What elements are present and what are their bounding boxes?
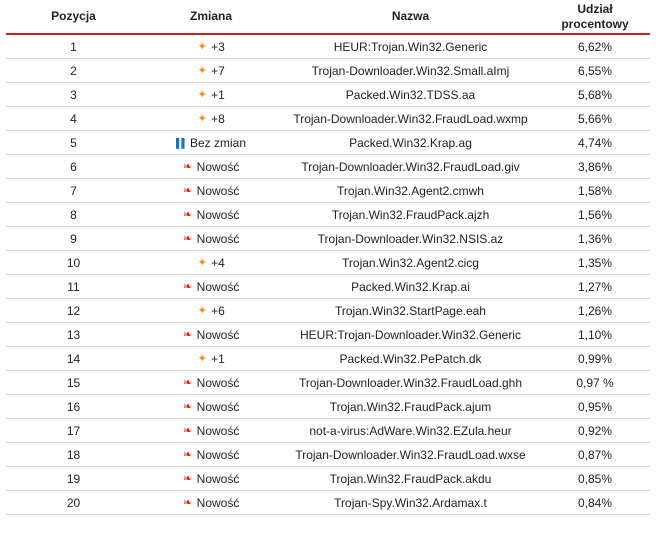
row-position: 17: [6, 419, 141, 443]
change-icon: ❧: [183, 185, 193, 197]
change-icon: ✦: [197, 89, 207, 101]
row-change: [141, 419, 281, 443]
row-share-percent: 0,84%: [540, 491, 650, 515]
table-row: [6, 395, 650, 419]
header-share-line1: Udział: [577, 1, 613, 16]
row-malware-name: Packed.Win32.PePatch.dk: [281, 347, 540, 371]
row-change: [141, 35, 281, 59]
row-position: 19: [6, 467, 141, 491]
change-label: Nowość: [196, 208, 240, 222]
row-position: 15: [6, 371, 141, 395]
change-icon: ✦: [197, 353, 207, 365]
change-label: Nowość: [196, 232, 240, 246]
row-share-percent: 0,85%: [540, 467, 650, 491]
table-row: [6, 443, 650, 467]
table-row: [6, 371, 650, 395]
row-change: [141, 155, 281, 179]
change-icon: ▌▌: [175, 138, 187, 148]
row-position: 12: [6, 299, 141, 323]
row-change: [141, 179, 281, 203]
change-label: Nowość: [196, 496, 240, 510]
header-share: [540, 0, 650, 34]
row-change: [141, 227, 281, 251]
row-position: 6: [6, 155, 141, 179]
table-row: [6, 419, 650, 443]
row-position: 4: [6, 107, 141, 131]
row-share-percent: 0,99%: [540, 347, 650, 371]
row-change: [141, 83, 281, 107]
table-row: [6, 203, 650, 227]
row-malware-name: Trojan-Downloader.Win32.NSIS.az: [281, 227, 540, 251]
row-share-percent: 0,92%: [540, 419, 650, 443]
header-position: Pozycja: [51, 9, 96, 23]
row-malware-name: Trojan.Win32.FraudPack.ajzh: [281, 203, 540, 227]
change-label: Nowość: [196, 400, 240, 414]
row-share-percent: 5,66%: [540, 107, 650, 131]
row-share-percent: 1,58%: [540, 179, 650, 203]
row-change: [141, 299, 281, 323]
table-row: [6, 131, 650, 155]
table-row: [6, 467, 650, 491]
row-malware-name: Trojan.Win32.FraudPack.ajum: [281, 395, 540, 419]
row-change: [141, 395, 281, 419]
row-change: [141, 467, 281, 491]
table-row: [6, 35, 650, 59]
row-position: 16: [6, 395, 141, 419]
table-row: [6, 323, 650, 347]
row-malware-name: Trojan-Downloader.Win32.Small.aImj: [281, 59, 540, 83]
row-malware-name: Packed.Win32.Krap.ag: [281, 131, 540, 155]
header-share-line2: procentowy: [561, 16, 629, 31]
change-icon: ✦: [197, 257, 207, 269]
change-label: Bez zmian: [189, 136, 247, 150]
change-icon: ❧: [183, 329, 193, 341]
row-malware-name: Trojan-Downloader.Win32.FraudLoad.wxmp: [281, 107, 540, 131]
row-malware-name: Trojan-Downloader.Win32.FraudLoad.wxse: [281, 443, 540, 467]
row-position: 5: [6, 131, 141, 155]
row-change: [141, 107, 281, 131]
row-malware-name: HEUR:Trojan.Win32.Generic: [281, 35, 540, 59]
change-icon: ✦: [197, 113, 207, 125]
table-header: [6, 0, 650, 35]
row-position: 9: [6, 227, 141, 251]
table-row: [6, 491, 650, 515]
row-change: [141, 203, 281, 227]
row-malware-name: not-a-virus:AdWare.Win32.EZula.heur: [281, 419, 540, 443]
table-body: [6, 35, 650, 515]
change-label: +7: [211, 64, 225, 78]
change-icon: ❧: [183, 209, 193, 221]
change-label: Nowość: [196, 448, 240, 462]
row-share-percent: 5,68%: [540, 83, 650, 107]
row-share-percent: 0,97 %: [540, 371, 650, 395]
change-label: Nowość: [196, 472, 240, 486]
row-change: [141, 371, 281, 395]
row-position: 2: [6, 59, 141, 83]
row-share-percent: 1,56%: [540, 203, 650, 227]
table-row: [6, 251, 650, 275]
table-row: [6, 83, 650, 107]
table-row: [6, 347, 650, 371]
row-change: [141, 443, 281, 467]
change-icon: ❧: [183, 377, 193, 389]
change-label: Nowość: [196, 280, 240, 294]
row-change: [141, 131, 281, 155]
row-change: [141, 251, 281, 275]
row-share-percent: 0,95%: [540, 395, 650, 419]
row-malware-name: Trojan.Win32.Agent2.cicg: [281, 251, 540, 275]
change-label: +8: [211, 112, 225, 126]
row-position: 3: [6, 83, 141, 107]
row-change: [141, 323, 281, 347]
row-malware-name: Trojan-Downloader.Win32.FraudLoad.ghh: [281, 371, 540, 395]
change-icon: ❧: [183, 281, 193, 293]
row-malware-name: Trojan.Win32.FraudPack.akdu: [281, 467, 540, 491]
row-share-percent: 1,26%: [540, 299, 650, 323]
row-malware-name: Trojan-Spy.Win32.Ardamax.t: [281, 491, 540, 515]
row-share-percent: 0,87%: [540, 443, 650, 467]
table-row: [6, 299, 650, 323]
row-malware-name: Trojan.Win32.StartPage.eah: [281, 299, 540, 323]
row-position: 20: [6, 491, 141, 515]
row-position: 8: [6, 203, 141, 227]
change-icon: ✦: [197, 65, 207, 77]
change-icon: ❧: [183, 161, 193, 173]
row-change: [141, 347, 281, 371]
table-row: [6, 107, 650, 131]
row-position: 14: [6, 347, 141, 371]
table-row: [6, 179, 650, 203]
row-malware-name: Packed.Win32.Krap.ai: [281, 275, 540, 299]
row-position: 13: [6, 323, 141, 347]
change-label: Nowość: [196, 160, 240, 174]
change-label: Nowość: [196, 184, 240, 198]
row-position: 11: [6, 275, 141, 299]
row-share-percent: 4,74%: [540, 131, 650, 155]
change-icon: ❧: [183, 401, 193, 413]
row-position: 7: [6, 179, 141, 203]
change-icon: ✦: [197, 305, 207, 317]
row-share-percent: 6,55%: [540, 59, 650, 83]
row-malware-name: Trojan.Win32.Agent2.cmwh: [281, 179, 540, 203]
row-position: 1: [6, 35, 141, 59]
change-label: +3: [211, 40, 225, 54]
change-label: +1: [211, 352, 225, 366]
change-label: +1: [211, 88, 225, 102]
row-change: [141, 59, 281, 83]
change-label: Nowość: [196, 376, 240, 390]
change-icon: ❧: [183, 233, 193, 245]
row-position: 18: [6, 443, 141, 467]
change-icon: ❧: [183, 449, 193, 461]
row-malware-name: Trojan-Downloader.Win32.FraudLoad.giv: [281, 155, 540, 179]
row-share-percent: 3,86%: [540, 155, 650, 179]
change-label: Nowość: [196, 328, 240, 342]
table-row: [6, 59, 650, 83]
change-label: Nowość: [196, 424, 240, 438]
row-malware-name: Packed.Win32.TDSS.aa: [281, 83, 540, 107]
row-malware-name: HEUR:Trojan-Downloader.Win32.Generic: [281, 323, 540, 347]
change-icon: ❧: [183, 425, 193, 437]
malware-ranking-table: [6, 0, 650, 515]
change-label: +4: [211, 256, 225, 270]
header-name: Nazwa: [391, 9, 430, 23]
table-row: [6, 155, 650, 179]
table-row: [6, 275, 650, 299]
row-share-percent: 6,62%: [540, 35, 650, 59]
table-row: [6, 227, 650, 251]
change-icon: ❧: [183, 473, 193, 485]
row-position: 10: [6, 251, 141, 275]
row-change: [141, 491, 281, 515]
change-icon: ❧: [183, 497, 193, 509]
change-label: +6: [211, 304, 225, 318]
row-share-percent: 1,35%: [540, 251, 650, 275]
change-icon: ✦: [197, 41, 207, 53]
row-share-percent: 1,27%: [540, 275, 650, 299]
row-change: [141, 275, 281, 299]
header-change: Zmiana: [189, 9, 232, 23]
row-share-percent: 1,36%: [540, 227, 650, 251]
row-share-percent: 1,10%: [540, 323, 650, 347]
